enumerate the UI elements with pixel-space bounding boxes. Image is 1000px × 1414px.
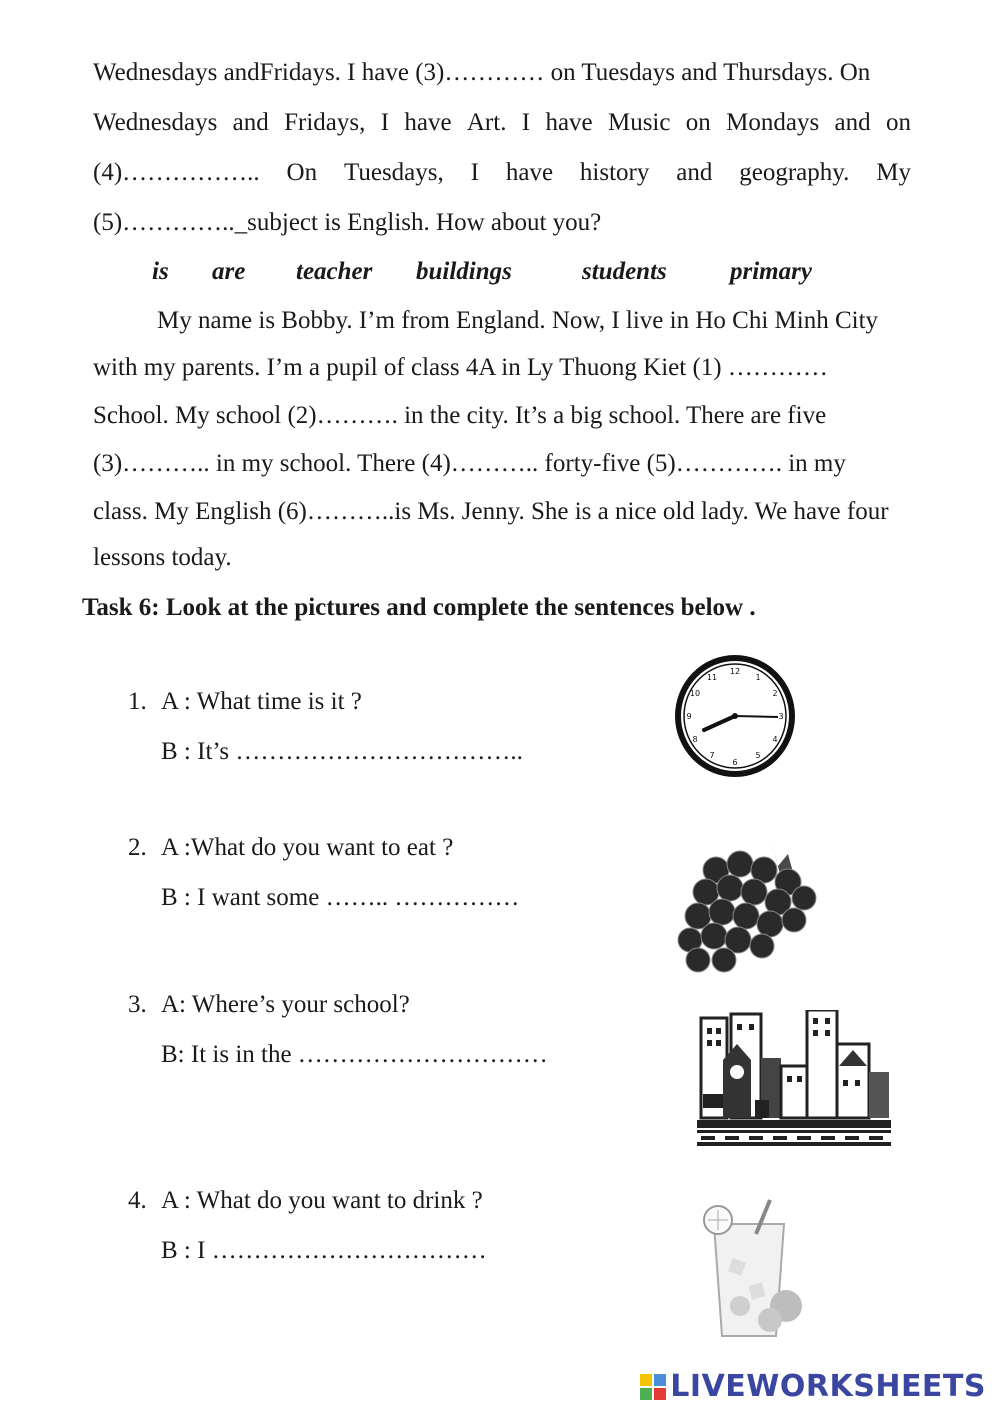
svg-text:9: 9 bbox=[686, 712, 692, 721]
lemonade-icon bbox=[694, 1196, 806, 1342]
passage2-line-3: School. My school (2)………. in the city. It’s a big school. There are five bbox=[93, 402, 827, 429]
svg-text:4: 4 bbox=[772, 735, 778, 744]
passage1-line-3: (4)…………….. On Tuesdays, I have history and geography. My bbox=[93, 159, 911, 186]
word-bank-item: are bbox=[212, 258, 246, 285]
word-bank-item: students bbox=[582, 258, 667, 285]
question-number: 2. bbox=[128, 834, 147, 861]
liveworksheets-logo bbox=[640, 1369, 986, 1404]
question-a: A :What do you want to eat ? bbox=[161, 834, 454, 861]
answer-b[interactable]: B : I want some …….. …………… bbox=[161, 884, 520, 911]
task6-title: Task 6: Look at the pictures and complete the sentences below . bbox=[82, 594, 756, 621]
passage2-line-5: class. My English (6)………..is Ms. Jenny. She is a nice old lady. We have four bbox=[93, 498, 889, 525]
svg-text:3: 3 bbox=[778, 712, 784, 721]
svg-text:12: 12 bbox=[729, 667, 741, 676]
svg-text:2: 2 bbox=[772, 689, 778, 698]
svg-text:11: 11 bbox=[706, 673, 718, 682]
passage2-line-1: My name is Bobby. I’m from England. Now, I live in Ho Chi Minh City bbox=[157, 307, 879, 334]
city-icon bbox=[697, 1010, 891, 1146]
passage1-line-4: (5)………….._subject is English. How about you? bbox=[93, 209, 602, 236]
question-number: 3. bbox=[128, 991, 147, 1018]
svg-text:1: 1 bbox=[755, 673, 761, 682]
answer-b[interactable]: B : It’s …………………………….. bbox=[161, 738, 523, 765]
answer-b[interactable]: B: It is in the ………………………… bbox=[161, 1041, 548, 1068]
word-bank-item: is bbox=[152, 258, 169, 285]
question-a: A: Where’s your school? bbox=[161, 991, 410, 1018]
question-number: 1. bbox=[128, 688, 147, 715]
svg-text:7: 7 bbox=[709, 751, 715, 760]
word-bank-item: primary bbox=[730, 258, 812, 285]
question-a: A : What time is it ? bbox=[161, 688, 362, 715]
brand-logo-icon bbox=[640, 1374, 666, 1400]
passage2-line-2: with my parents. I’m a pupil of class 4A in Ly Thuong Kiet (1) ………… bbox=[93, 354, 828, 381]
passage2-line-6: lessons today. bbox=[93, 544, 232, 571]
grapes-icon bbox=[676, 836, 824, 976]
word-bank-item: teacher bbox=[296, 258, 373, 285]
svg-text:6: 6 bbox=[732, 758, 738, 767]
word-bank-item: buildings bbox=[416, 258, 512, 285]
question-number: 4. bbox=[128, 1187, 147, 1214]
svg-text:5: 5 bbox=[755, 751, 761, 760]
svg-text:8: 8 bbox=[692, 735, 698, 744]
passage1-line-2: Wednesdays and Fridays, I have Art. I have Music on Mondays and on bbox=[93, 109, 911, 136]
question-a: A : What do you want to drink ? bbox=[161, 1187, 483, 1214]
answer-b[interactable]: B : I …………………………… bbox=[161, 1237, 487, 1264]
clock-icon bbox=[674, 654, 796, 778]
brand-name: LIVEWORKSHEETS bbox=[670, 1369, 986, 1404]
svg-text:10: 10 bbox=[689, 689, 701, 698]
passage1-line-1: Wednesdays andFridays. I have (3)………… on Tuesdays and Thursdays. On bbox=[93, 59, 871, 86]
passage2-line-4: (3)……….. in my school. There (4)……….. forty-five (5)…………. in my bbox=[93, 450, 846, 477]
